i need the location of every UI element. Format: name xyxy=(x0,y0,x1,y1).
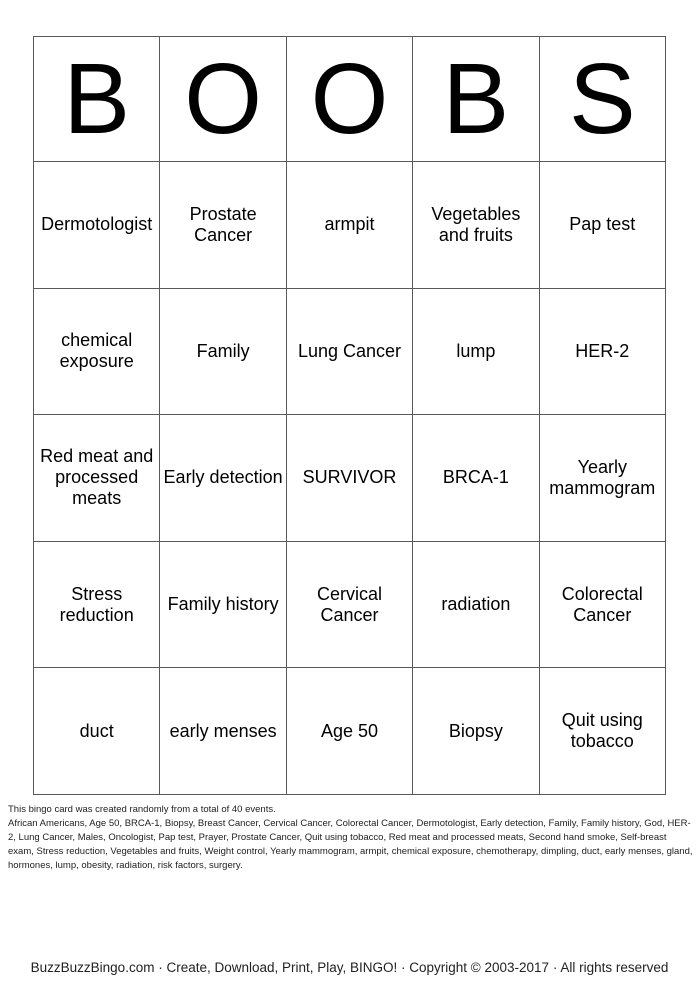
bingo-cell: Early detection xyxy=(160,415,285,541)
bingo-cell: Dermotologist xyxy=(34,162,159,288)
bingo-cell: Family history xyxy=(160,542,285,668)
bingo-header-letter: B xyxy=(413,37,538,161)
site-credit-line: BuzzBuzzBingo.com · Create, Download, Print, Play, BINGO! · Copyright © 2003-2017 · All rights reserved xyxy=(30,960,669,975)
bingo-cell: Lung Cancer xyxy=(287,289,412,415)
bingo-cell: chemical exposure xyxy=(34,289,159,415)
bingo-cell: Age 50 xyxy=(287,668,412,794)
bingo-cell: Vegetables and fruits xyxy=(413,162,538,288)
bingo-cell: lump xyxy=(413,289,538,415)
bingo-cell-center: SURVIVOR xyxy=(287,415,412,541)
bingo-cell: Colorectal Cancer xyxy=(540,542,665,668)
bingo-cell: Cervical Cancer xyxy=(287,542,412,668)
bingo-header-letter: O xyxy=(287,37,412,161)
bingo-cell: Prostate Cancer xyxy=(160,162,285,288)
bingo-cell: Quit using tobacco xyxy=(540,668,665,794)
bingo-grid xyxy=(33,36,666,795)
bingo-header-letter: S xyxy=(540,37,665,161)
bingo-header-letter: O xyxy=(160,37,285,161)
bingo-cell: armpit xyxy=(287,162,412,288)
card-creation-note: This bingo card was created randomly from a total of 40 events. xyxy=(8,804,276,815)
bingo-cell: duct xyxy=(34,668,159,794)
bingo-cell: HER-2 xyxy=(540,289,665,415)
bingo-cell: Stress reduction xyxy=(34,542,159,668)
events-list: African Americans, Age 50, BRCA-1, Biopsy, Breast Cancer, Cervical Cancer, Colorectal Cancer, Dermotologist, Early detection, Family, Family history, God, HER-2, Lung Cancer, Males, Oncologist, Pap test, Prayer, Prostate Cancer, Quit using tobacco, Red meat and processed meats, Second hand smoke, Self-breast exam, Stress reduction, Vegetables and fruits, Weight control, Yearly mammogram, armpit, chemical exposure, chemotherapy, dimpling, duct, early menses, gland, hormones, lump, obesity, radiation, risk factors, surgery. xyxy=(8,818,693,871)
bingo-cell: Family xyxy=(160,289,285,415)
bingo-cell: radiation xyxy=(413,542,538,668)
bingo-cell: Red meat and processed meats xyxy=(34,415,159,541)
card-footnote xyxy=(8,803,694,873)
bingo-cell: BRCA-1 xyxy=(413,415,538,541)
bingo-cell: early menses xyxy=(160,668,285,794)
bingo-cell: Pap test xyxy=(540,162,665,288)
bingo-header-letter: B xyxy=(34,37,159,161)
bingo-cell: Biopsy xyxy=(413,668,538,794)
bingo-cell: Yearly mammogram xyxy=(540,415,665,541)
